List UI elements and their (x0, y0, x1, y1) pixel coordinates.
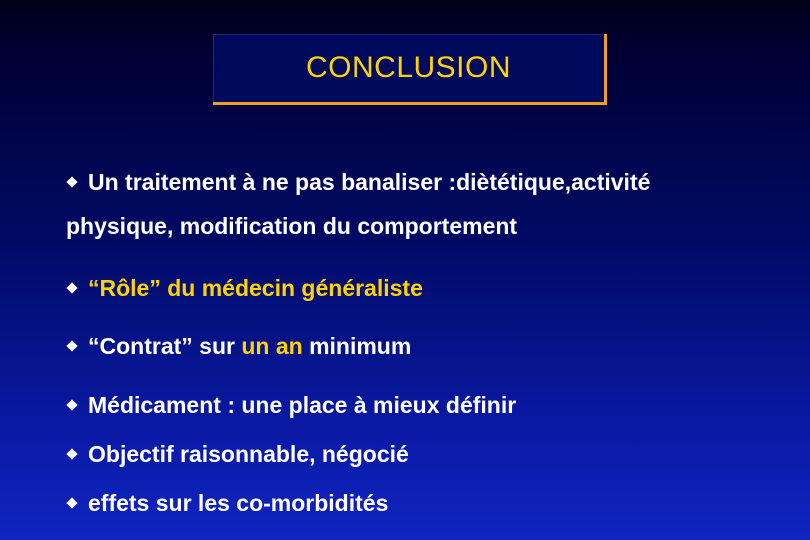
diamond-bullet-icon (66, 340, 77, 351)
diamond-bullet-icon (66, 448, 77, 459)
bullet-item-1-continuation: physique, modification du comportement (66, 213, 518, 239)
bullet-text-before: “Contrat” sur (88, 333, 242, 359)
bullet-text-after: minimum (302, 333, 412, 359)
bullet-item-4 (66, 392, 516, 419)
bullet-item-3 (66, 333, 411, 360)
bullet-text: effets sur les co-morbidités (88, 490, 389, 516)
bullet-text: Un traitement à ne pas banaliser :diètétique,activité (88, 169, 651, 195)
bullet-item-5 (66, 441, 409, 468)
bullet-text-highlight: un an (241, 333, 303, 359)
diamond-bullet-icon (66, 399, 77, 410)
bullet-text: “Rôle” du médecin généraliste (88, 275, 423, 301)
bullet-text: Objectif raisonnable, négocié (88, 441, 409, 467)
bullet-item-2 (66, 275, 423, 302)
diamond-bullet-icon (66, 176, 77, 187)
diamond-bullet-icon (66, 497, 77, 508)
slide-title: CONCLUSION (305, 51, 512, 84)
bullet-text: Médicament : une place à mieux définir (88, 392, 517, 418)
diamond-bullet-icon (66, 282, 77, 293)
bullet-item-6 (66, 490, 388, 517)
title-box (213, 34, 607, 105)
bullet-item-1 (66, 169, 650, 196)
